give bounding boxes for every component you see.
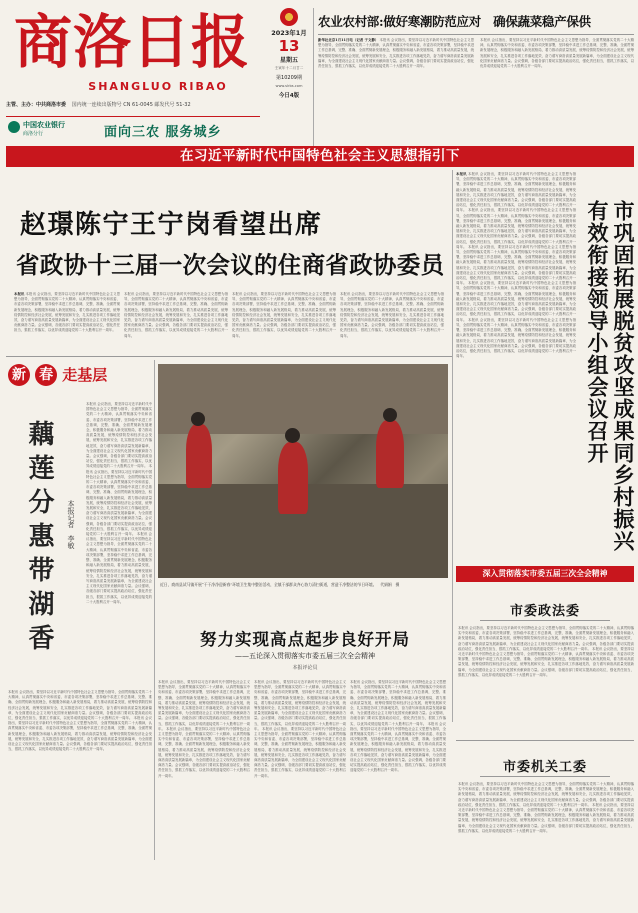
sidebar-banner	[456, 566, 634, 582]
column-col1	[86, 402, 152, 692]
right-story-text-3: 本报讯 会议指出，要坚持以习近平新时代中国特色社会主义思想为指导，全面贯彻落实党的二十大精神，认真贯彻落实中央和省委、市委各项决策部署，坚持稳中求进工作总基调，完整、准确、全面贯彻新发展理念，积极服务和融入新发展格局，着力推动高质量发展，统筹疫情防控和经济社会发展，统筹发展和安全，扎实推进各项工作落地见效，奋力谱写商洛高质量发展新篇章，为全面建设社会主义现代化国家贡献商洛力量。会议强调，各级各部门要切实提高政治站位，强化责任担当，狠抓工作落实，以优异成绩迎接党的二十大胜利召开一周年。	[456, 244, 576, 286]
column-text-1: 本报讯 会议指出，要坚持以习近平新时代中国特色社会主义思想为指导，全面贯彻落实党的二十大精神，认真贯彻落实中央和省委、市委各项决策部署，坚持稳中求进工作总基调，完整、准确、全面贯彻新发展理念，积极服务和融入新发展格局，着力推动高质量发展，统筹疫情防控和经济社会发展，统筹发展和安全，扎实推进各项工作落地见效，奋力谱写商洛高质量发展新篇章，为全面建设社会主义现代化国家贡献商洛力量。会议强调，各级各部门要切实提高政治站位，强化责任担当，狠抓工作落实，以优异成绩迎接党的二十大胜利召开一周年。	[86, 402, 152, 469]
top-story-headline: 农业农村部:做好寒潮防范应对 确保蔬菜稳产保供	[318, 14, 591, 29]
right-story-col1	[456, 172, 576, 556]
main-headline-line1: 赵璟陈宁王宁岗看望出席	[20, 210, 323, 240]
top-story-col2: 本报讯 会议指出，要坚持以习近平新时代中国特色社会主义思想为指导，全面贯彻落实党的二十大精神，认真贯彻落实中央和省委、市委各项决策部署，坚持稳中求进工作总基调，完整、准确、全面贯彻新发展理念，积极服务和融入新发展格局，着力推动高质量发展，统筹疫情防控和经济社会发展，统筹发展和安全，扎实推进各项工作落地见效，奋力谱写商洛高质量发展新篇章，为全面建设社会主义现代化国家贡献商洛力量。会议强调，各级各部门要切实提高政治站位，强化责任担当，狠抓工作落实，以优异成绩迎接党的二十大胜利召开一周年。	[480, 38, 634, 69]
sponsor-slogan: 面向三农 服务城乡	[104, 125, 222, 140]
photo-caption: 近日，商南县试马镇开展“干干净净迎新春”环境卫生集中整治活动，全镇干部群众齐心协力清扫街道，营造干净整洁的节日环境。 代娟娟 摄	[160, 582, 400, 587]
cn-line: 国内统一连续出版物号 CN 61-0045 邮发代号 51-32	[71, 102, 191, 108]
date-pages: 今日4版	[278, 93, 300, 99]
column-reporter: 本报记者 李敏	[67, 500, 75, 549]
commentary-col1	[158, 680, 250, 904]
top-story-text-1: 本报讯 会议指出，要坚持以习近平新时代中国特色社会主义思想为指导，全面贯彻落实党的二十大精神，认真贯彻落实中央和省委、市委各项决策部署，坚持稳中求进工作总基调，完整、准确、全面贯彻新发展理念，积极服务和融入新发展格局，着力推动高质量发展，统筹疫情防控和经济社会发展，统筹发展和安全，扎实推进各项工作落地见效，奋力谱写商洛高质量发展新篇章，为全面建设社会主义现代化国家贡献商洛力量。会议强调，各级各部门要切实提高政治站位，强化责任担当，狠抓工作落实，以优异成绩迎接党的二十大胜利召开一周年。	[318, 38, 474, 69]
date-ym: 2023年1月	[271, 29, 307, 37]
date-lunar: 壬寅年十二月廿二	[274, 66, 304, 70]
sponsor-name: 中国农业银行	[23, 121, 65, 129]
date-block	[267, 6, 311, 148]
column-text-4: 本报讯 会议指出，要坚持以习近平新时代中国特色社会主义思想为指导，全面贯彻落实党的二十大精神，认真贯彻落实中央和省委、市委各项决策部署，坚持稳中求进工作总基调，完整、准确、全面贯彻新发展理念，积极服务和融入新发展格局，着力推动高质量发展，统筹疫情防控和经济社会发展，统筹发展和安全，扎实推进各项工作落地见效，奋力谱写商洛高质量发展新篇章，为全面建设社会主义现代化国家贡献商洛力量。会议强调，各级各部门要切实提高政治站位，强化责任担当，狠抓工作落实，以优异成绩迎接党的二十大胜利召开一周年。	[8, 690, 152, 721]
theme-banner	[6, 146, 634, 167]
main-story-text-1: 本报讯 会议指出，要坚持以习近平新时代中国特色社会主义思想为指导，全面贯彻落实党的二十大精神，认真贯彻落实中央和省委、市委各项决策部署，坚持稳中求进工作总基调，完整、准确、全面贯彻新发展理念，积极服务和融入新发展格局，着力推动高质量发展，统筹疫情防控和经济社会发展，统筹发展和安全，扎实推进各项工作落地见效，奋力谱写商洛高质量发展新篇章，为全面建设社会主义现代化国家贡献商洛力量。会议强调，各级各部门要切实提高政治站位，强化责任担当，狠抓工作落实，以优异成绩迎接党的二十大胜利召开一周年。	[14, 292, 120, 333]
right-story-text-2: 本报讯 会议指出，要坚持以习近平新时代中国特色社会主义思想为指导，全面贯彻落实党的二十大精神，认真贯彻落实中央和省委、市委各项决策部署，坚持稳中求进工作总基调，完整、准确、全面贯彻新发展理念，积极服务和融入新发展格局，着力推动高质量发展，统筹疫情防控和经济社会发展，统筹发展和安全，扎实推进各项工作落地见效，奋力谱写商洛高质量发展新篇章，为全面建设社会主义现代化国家贡献商洛力量。会议强调，各级各部门要切实提高政治站位，强化责任担当，狠抓工作落实，以优异成绩迎接党的二十大胜利召开一周年。	[456, 208, 576, 249]
masthead-rule	[6, 116, 260, 117]
column-label	[8, 364, 148, 396]
date-site: www.slrbs.com	[275, 84, 303, 88]
commentary-col3	[350, 680, 446, 904]
column-text-2: 本报讯 会议指出，要坚持以习近平新时代中国特色社会主义思想为指导，全面贯彻落实党的二十大精神，认真贯彻落实中央和省委、市委各项决策部署，坚持稳中求进工作总基调，完整、准确、全面贯彻新发展理念，积极服务和融入新发展格局，着力推动高质量发展，统筹疫情防控和经济社会发展，统筹发展和安全，扎实推进各项工作落地见效，奋力谱写商洛高质量发展新篇章，为全面建设社会主义现代化国家贡献商洛力量。会议强调，各级各部门要切实提高政治站位，强化责任担当，狠抓工作落实，以优异成绩迎接党的二十大胜利召开一周年。	[86, 464, 152, 537]
top-story-lead: 新华社北京1月11日电（记者 于文静）	[318, 38, 379, 42]
commentary-text-6: 本报讯 会议指出，要坚持以习近平新时代中国特色社会主义思想为指导，全面贯彻落实党的二十大精神，认真贯彻落实中央和省委、市委各项决策部署，坚持稳中求进工作总基调，完整、准确、全面贯彻新发展理念，积极服务和融入新发展格局，着力推动高质量发展，统筹疫情防控和经济社会发展，统筹发展和安全，扎实推进各项工作落地见效，奋力谱写商洛高质量发展新篇章，为全面建设社会主义现代化国家贡献商洛力量。会议强调，各级各部门要切实提高政治站位，强化责任担当，狠抓工作落实，以优异成绩迎接党的二十大胜利召开一周年。	[350, 721, 446, 773]
photo-person-3	[376, 420, 404, 488]
commentary-col2	[254, 680, 346, 904]
host-label: 主管、主办：中共商洛市委	[6, 102, 67, 108]
column-label-post: 走基层	[62, 366, 108, 384]
sponsor-logo-icon	[8, 121, 20, 133]
commentary-text-3: 本报讯 会议指出，要坚持以习近平新时代中国特色社会主义思想为指导，全面贯彻落实党的二十大精神，认真贯彻落实中央和省委、市委各项决策部署，坚持稳中求进工作总基调，完整、准确、全面贯彻新发展理念，积极服务和融入新发展格局，着力推动高质量发展，统筹疫情防控和经济社会发展，统筹发展和安全，扎实推进各项工作落地见效，奋力谱写商洛高质量发展新篇章，为全面建设社会主义现代化国家贡献商洛力量。会议强调，各级各部门要切实提高政治站位，强化责任担当，狠抓工作落实，以优异成绩迎接党的二十大胜利召开一周年。	[254, 680, 346, 731]
column-text-5: 本报讯 会议指出，要坚持以习近平新时代中国特色社会主义思想为指导，全面贯彻落实党的二十大精神，认真贯彻落实中央和省委、市委各项决策部署，坚持稳中求进工作总基调，完整、准确、全面贯彻新发展理念，积极服务和融入新发展格局，着力推动高质量发展，统筹疫情防控和经济社会发展，统筹发展和安全，扎实推进各项工作落地见效，奋力谱写商洛高质量发展新篇章，为全面建设社会主义现代化国家贡献商洛力量。会议强调，各级各部门要切实提高政治站位，强化责任担当，狠抓工作落实，以优异成绩迎接党的二十大胜利召开一周年。	[8, 716, 152, 752]
sidebar-item2-title: 市委机关工委	[502, 760, 587, 775]
commentary-headline: 努力实现高点起步良好开局	[200, 630, 410, 649]
column-label-pre: 新	[8, 364, 30, 386]
commentary-subhead: ——五论深入贯彻落实市委五届三次全会精神	[235, 652, 375, 660]
commentary-text-1: 本报讯 会议指出，要坚持以习近平新时代中国特色社会主义思想为指导，全面贯彻落实党的二十大精神，认真贯彻落实中央和省委、市委各项决策部署，坚持稳中求进工作总基调，完整、准确、全面贯彻新发展理念，积极服务和融入新发展格局，着力推动高质量发展，统筹疫情防控和经济社会发展，统筹发展和安全，扎实推进各项工作落地见效，奋力谱写商洛高质量发展新篇章，为全面建设社会主义现代化国家贡献商洛力量。会议强调，各级各部门要切实提高政治站位，强化责任担当，狠抓工作落实，以优异成绩迎接党的二十大胜利召开一周年。	[158, 680, 250, 731]
newspaper-title: 商洛日报	[14, 8, 251, 76]
main-story-col3: 本报讯 会议指出，要坚持以习近平新时代中国特色社会主义思想为指导，全面贯彻落实党的二十大精神，认真贯彻落实中央和省委、市委各项决策部署，坚持稳中求进工作总基调，完整、准确、全面贯彻新发展理念，积极服务和融入新发展格局，着力推动高质量发展，统筹疫情防控和经济社会发展，统筹发展和安全，扎实推进各项工作落地见效，奋力谱写商洛高质量发展新篇章，为全面建设社会主义现代化国家贡献商洛力量。会议强调，各级各部门要切实提高政治站位，强化责任担当，狠抓工作落实，以优异成绩迎接党的二十大胜利召开一周年。	[232, 292, 336, 338]
commentary-text-5: 本报讯 会议指出，要坚持以习近平新时代中国特色社会主义思想为指导，全面贯彻落实党的二十大精神，认真贯彻落实中央和省委、市委各项决策部署，坚持稳中求进工作总基调，完整、准确、全面贯彻新发展理念，积极服务和融入新发展格局，着力推动高质量发展，统筹疫情防控和经济社会发展，统筹发展和安全，扎实推进各项工作落地见效，奋力谱写商洛高质量发展新篇章，为全面建设社会主义现代化国家贡献商洛力量。会议强调，各级各部门要切实提高政治站位，强化责任担当，狠抓工作落实，以优异成绩迎接党的二十大胜利召开一周年。	[350, 680, 446, 726]
date-day: 13	[278, 37, 300, 55]
column-label-mid: 春	[35, 364, 57, 386]
main-story-col2: 本报讯 会议指出，要坚持以习近平新时代中国特色社会主义思想为指导，全面贯彻落实党的二十大精神，认真贯彻落实中央和省委、市委各项决策部署，坚持稳中求进工作总基调，完整、准确、全面贯彻新发展理念，积极服务和融入新发展格局，着力推动高质量发展，统筹疫情防控和经济社会发展，统筹发展和安全，扎实推进各项工作落地见效，奋力谱写商洛高质量发展新篇章，为全面建设社会主义现代化国家贡献商洛力量。会议强调，各级各部门要切实提高政治站位，强化责任担当，狠抓工作落实，以优异成绩迎接党的二十大胜利召开一周年。	[124, 292, 228, 338]
sidebar-item1-text-2: 本报讯 会议指出，要坚持以习近平新时代中国特色社会主义思想为指导，全面贯彻落实党的二十大精神，认真贯彻落实中央和省委、市委各项决策部署，坚持稳中求进工作总基调，完整、准确、全面贯彻新发展理念，积极服务和融入新发展格局，着力推动高质量发展，统筹疫情防控和经济社会发展，统筹发展和安全，扎实推进各项工作落地见效，奋力谱写商洛高质量发展新篇章，为全面建设社会主义现代化国家贡献商洛力量。会议强调，各级各部门要切实提高政治站位，强化责任担当，狠抓工作落实，以优异成绩迎接党的二十大胜利召开一周年。	[458, 646, 634, 677]
theme-banner-text: 在习近平新时代中国特色社会主义思想指引下	[180, 148, 460, 164]
photo-head-3	[383, 408, 397, 422]
photo-person-1	[186, 424, 212, 488]
date-weekday: 星期五	[279, 57, 298, 64]
right-story-text-5: 本报讯 会议指出，要坚持以习近平新时代中国特色社会主义思想为指导，全面贯彻落实党的二十大精神，认真贯彻落实中央和省委、市委各项决策部署，坚持稳中求进工作总基调，完整、准确、全面贯彻新发展理念，积极服务和融入新发展格局，着力推动高质量发展，统筹疫情防控和经济社会发展，统筹发展和安全，扎实推进各项工作落地见效，奋力谱写商洛高质量发展新篇章，为全面建设社会主义现代化国家贡献商洛力量。会议强调，各级各部门要切实提高政治站位，强化责任担当，狠抓工作落实，以优异成绩迎接党的二十大胜利召开一周年。	[456, 317, 576, 359]
commentary-text-4: 本报讯 会议指出，要坚持以习近平新时代中国特色社会主义思想为指导，全面贯彻落实党的二十大精神，认真贯彻落实中央和省委、市委各项决策部署，坚持稳中求进工作总基调，完整、准确、全面贯彻新发展理念，积极服务和融入新发展格局，着力推动高质量发展，统筹疫情防控和经济社会发展，统筹发展和安全，扎实推进各项工作落地见效，奋力谱写商洛高质量发展新篇章，为全面建设社会主义现代化国家贡献商洛力量。会议强调，各级各部门要切实提高政治站位，强化责任担当，狠抓工作落实，以优异成绩迎接党的二十大胜利召开一周年。	[254, 726, 346, 778]
emblem-icon	[280, 8, 298, 26]
photo-person-2	[278, 442, 308, 514]
column-col2	[8, 690, 152, 858]
commentary-text-2: 本报讯 会议指出，要坚持以习近平新时代中国特色社会主义思想为指导，全面贯彻落实党的二十大精神，认真贯彻落实中央和省委、市委各项决策部署，坚持稳中求进工作总基调，完整、准确、全面贯彻新发展理念，积极服务和融入新发展格局，着力推动高质量发展，统筹疫情防控和经济社会发展，统筹发展和安全，扎实推进各项工作落地见效，奋力谱写商洛高质量发展新篇章，为全面建设社会主义现代化国家贡献商洛力量。会议强调，各级各部门要切实提高政治站位，强化责任担当，狠抓工作落实，以优异成绩迎接党的二十大胜利召开一周年。	[158, 726, 250, 778]
sidebar-item2-text-1: 本报讯 会议指出，要坚持以习近平新时代中国特色社会主义思想为指导，全面贯彻落实党的二十大精神，认真贯彻落实中央和省委、市委各项决策部署，坚持稳中求进工作总基调，完整、准确、全面贯彻新发展理念，积极服务和融入新发展格局，着力推动高质量发展，统筹疫情防控和经济社会发展，统筹发展和安全，扎实推进各项工作落地见效，奋力谱写商洛高质量发展新篇章，为全面建设社会主义现代化国家贡献商洛力量。会议强调，各级各部门要切实提高政治站位，强化责任担当，狠抓工作落实，以优异成绩迎接党的二十大胜利召开一周年。	[458, 782, 634, 807]
date-issue: 第10209期	[276, 75, 302, 81]
right-story-text-1: 本报讯 会议指出，要坚持以习近平新时代中国特色社会主义思想为指导，全面贯彻落实党的二十大精神，认真贯彻落实中央和省委、市委各项决策部署，坚持稳中求进工作总基调，完整、准确、全面贯彻新发展理念，积极服务和融入新发展格局，着力推动高质量发展，统筹疫情防控和经济社会发展，统筹发展和安全，扎实推进各项工作落地见效，奋力谱写商洛高质量发展新篇章，为全面建设社会主义现代化国家贡献商洛力量。会议强调，各级各部门要切实提高政治站位，强化责任担当，狠抓工作落实，以优异成绩迎接党的二十大胜利召开一周年。	[456, 172, 576, 213]
sidebar-item1-text	[458, 626, 634, 726]
sidebar-item2-text	[458, 782, 634, 904]
main-story-byline: 本报讯	[14, 292, 25, 296]
newspaper-pinyin: SHANGLUO RIBAO	[88, 80, 228, 93]
sidebar-item2-text-2: 本报讯 会议指出，要坚持以习近平新时代中国特色社会主义思想为指导，全面贯彻落实党的二十大精神，认真贯彻落实中央和省委、市委各项决策部署，坚持稳中求进工作总基调，完整、准确、全面贯彻新发展理念，积极服务和融入新发展格局，着力推动高质量发展，统筹疫情防控和经济社会发展，统筹发展和安全，扎实推进各项工作落地见效，奋力谱写商洛高质量发展新篇章，为全面建设社会主义现代化国家贡献商洛力量。会议强调，各级各部门要切实提高政治站位，强化责任担当，狠抓工作落实，以优异成绩迎接党的二十大胜利召开一周年。	[458, 802, 634, 833]
column-text-3: 本报讯 会议指出，要坚持以习近平新时代中国特色社会主义思想为指导，全面贯彻落实党的二十大精神，认真贯彻落实中央和省委、市委各项决策部署，坚持稳中求进工作总基调，完整、准确、全面贯彻新发展理念，积极服务和融入新发展格局，着力推动高质量发展，统筹疫情防控和经济社会发展，统筹发展和安全，扎实推进各项工作落地见效，奋力谱写商洛高质量发展新篇章，为全面建设社会主义现代化国家贡献商洛力量。会议强调，各级各部门要切实提高政治站位，强化责任担当，狠抓工作落实，以优异成绩迎接党的二十大胜利召开一周年。	[86, 532, 152, 604]
news-photo	[158, 364, 448, 578]
right-story-text-4: 本报讯 会议指出，要坚持以习近平新时代中国特色社会主义思想为指导，全面贯彻落实党的二十大精神，认真贯彻落实中央和省委、市委各项决策部署，坚持稳中求进工作总基调，完整、准确、全面贯彻新发展理念，积极服务和融入新发展格局，着力推动高质量发展，统筹疫情防控和经济社会发展，统筹发展和安全，扎实推进各项工作落地见效，奋力谱写商洛高质量发展新篇章，为全面建设社会主义现代化国家贡献商洛力量。会议强调，各级各部门要切实提高政治站位，强化责任担当，狠抓工作落实，以优异成绩迎接党的二十大胜利召开一周年。	[456, 281, 576, 322]
commentary-byline: 本报评论员	[292, 665, 318, 671]
sidebar-banner-text: 深入贯彻落实市委五届三次全会精神	[482, 569, 608, 578]
main-headline-line2: 省政协十三届一次会议的住商省政协委员	[16, 251, 445, 279]
photo-head-1	[191, 412, 205, 426]
right-story-byline: 本报讯	[456, 172, 467, 176]
main-story-col4: 本报讯 会议指出，要坚持以习近平新时代中国特色社会主义思想为指导，全面贯彻落实党的二十大精神，认真贯彻落实中央和省委、市委各项决策部署，坚持稳中求进工作总基调，完整、准确、全面贯彻新发展理念，积极服务和融入新发展格局，着力推动高质量发展，统筹疫情防控和经济社会发展，统筹发展和安全，扎实推进各项工作落地见效，奋力谱写商洛高质量发展新篇章，为全面建设社会主义现代化国家贡献商洛力量。会议强调，各级各部门要切实提高政治站位，强化责任担当，狠抓工作落实，以优异成绩迎接党的二十大胜利召开一周年。	[340, 292, 444, 338]
column-title: 藕莲分惠带湖香	[24, 420, 54, 658]
top-story-col1	[318, 38, 474, 146]
host-line	[6, 101, 266, 111]
sidebar-item1-title: 市委政法委	[509, 604, 580, 619]
right-story-headline: 市巩固拓展脱贫攻坚成果同乡村振兴有效衔接领导小组会议召开	[585, 200, 636, 552]
sidebar-item1-text-1: 本报讯 会议指出，要坚持以习近平新时代中国特色社会主义思想为指导，全面贯彻落实党的二十大精神，认真贯彻落实中央和省委、市委各项决策部署，坚持稳中求进工作总基调，完整、准确、全面贯彻新发展理念，积极服务和融入新发展格局，着力推动高质量发展，统筹疫情防控和经济社会发展，统筹发展和安全，扎实推进各项工作落地见效，奋力谱写商洛高质量发展新篇章，为全面建设社会主义现代化国家贡献商洛力量。会议强调，各级各部门要切实提高政治站位，强化责任担当，狠抓工作落实，以优异成绩迎接党的二十大胜利召开一周年。	[458, 626, 634, 651]
photo-head-2	[285, 428, 300, 443]
sponsor-sub: 商洛分行	[23, 131, 44, 137]
